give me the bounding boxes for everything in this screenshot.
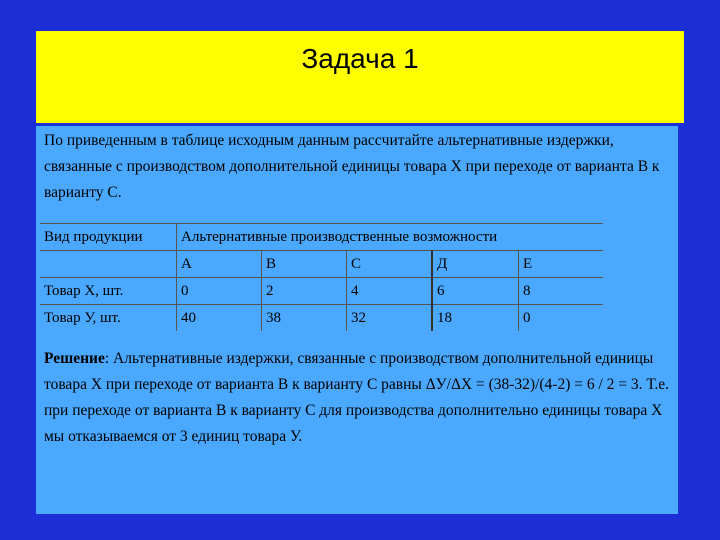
title-bar (36, 31, 684, 123)
variant-e: Е (519, 251, 604, 278)
table-cell: 0 (177, 278, 262, 305)
table-cell: 18 (432, 305, 519, 332)
table-row (40, 278, 603, 305)
row-label: Товар У, шт. (44, 309, 121, 326)
variant-row (40, 251, 603, 278)
table-cell: 6 (432, 278, 519, 305)
table-cell: 40 (177, 305, 262, 332)
table-row (40, 305, 603, 332)
header-alternatives: Альтернативные производственные возможности (177, 224, 604, 251)
table-cell: 8 (519, 278, 604, 305)
solution-body: : Альтернативные издержки, связанные с производством дополнительной единицы товара Х при переходе от варианта В к варианту С равны ΔУ/ΔХ = (38-32)/(4-2) = 6 / 2 = 3. Т.е. при переходе от варианта В к варианту С для производства дополнительно единицы товара Х мы отказываемся от 3 единиц товара У. (44, 350, 669, 445)
variant-blank (40, 251, 177, 278)
table-header-row (40, 224, 603, 251)
solution-label: Решение (44, 350, 105, 367)
content-panel (36, 126, 678, 514)
table-cell: 32 (347, 305, 433, 332)
slide-title: Задача 1 (301, 43, 419, 74)
table-cell: 38 (262, 305, 347, 332)
variant-b: В (262, 251, 347, 278)
variant-a: А (177, 251, 262, 278)
table-cell: 2 (262, 278, 347, 305)
table-cell: 4 (347, 278, 433, 305)
variant-c: С (347, 251, 433, 278)
task-text: По приведенным в таблице исходным данным расcчитайте альтернативные издержки, связанные с производством дополнительной единицы товара Х при переходе от варианта В к варианту С. (44, 132, 660, 201)
row-label: Товар Х, шт. (40, 278, 177, 305)
variant-d: Д (432, 251, 519, 278)
production-table (40, 223, 603, 331)
header-product-type: Вид продукции (40, 224, 177, 251)
table-cell: 0 (519, 305, 604, 332)
solution-text (44, 346, 674, 450)
